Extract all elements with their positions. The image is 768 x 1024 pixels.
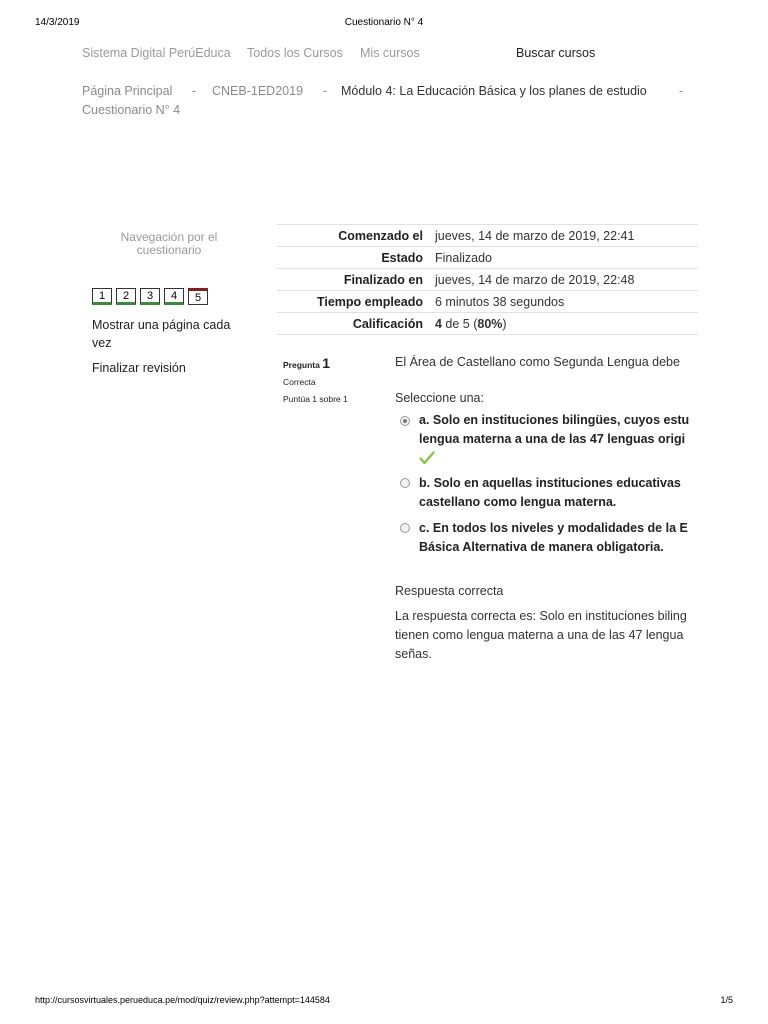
summary-label: Finalizado en xyxy=(277,269,433,291)
answer-text-line: a. Solo en instituciones bilingües, cuyos estu xyxy=(419,413,690,427)
answer-option-a[interactable] xyxy=(395,413,698,473)
summary-label: Tiempo empleado xyxy=(277,291,433,313)
summary-row-grade xyxy=(277,313,698,335)
question-info xyxy=(283,355,378,404)
summary-label: Comenzado el xyxy=(277,225,433,247)
print-footer-page: 1/5 xyxy=(720,995,733,1005)
summary-row xyxy=(277,247,698,269)
right-answer-line: señas. xyxy=(395,647,432,661)
summary-label: Estado xyxy=(277,247,433,269)
answer-text-line: Básica Alternativa de manera obligatoria. xyxy=(419,540,664,554)
question-number-value: 1 xyxy=(322,355,331,371)
radio-button[interactable] xyxy=(400,523,410,533)
grade-value xyxy=(433,313,698,335)
breadcrumb-course[interactable]: CNEB-1ED2019 xyxy=(212,84,304,98)
answer-text-line: castellano como lengua materna. xyxy=(419,495,617,509)
summary-value: Finalizado xyxy=(433,247,698,269)
feedback-title: Respuesta correcta xyxy=(395,584,504,598)
radio-button[interactable] xyxy=(400,416,410,426)
nav-link-todos-los-cursos[interactable]: Todos los Cursos xyxy=(247,46,343,60)
grade-percent: 80% xyxy=(477,316,503,331)
question-nav-button-2[interactable]: 2 xyxy=(116,288,136,305)
breadcrumb-home[interactable]: Página Principal xyxy=(82,84,173,98)
question-number xyxy=(283,355,378,371)
breadcrumb-separator: - xyxy=(192,84,197,98)
print-footer-url: http://cursosvirtuales.perueduca.pe/mod/quiz/review.php?attempt=144584 xyxy=(35,995,330,1005)
summary-value: jueves, 14 de marzo de 2019, 22:48 xyxy=(433,269,698,291)
right-answer-line: La respuesta correcta es: Solo en instituciones biling xyxy=(395,609,687,623)
answer-text-line: b. Solo en aquellas instituciones educativas xyxy=(419,476,681,490)
radio-button[interactable] xyxy=(400,478,410,488)
summary-value: 6 minutos 38 segundos xyxy=(433,291,698,313)
quiz-navigation-block xyxy=(92,230,242,375)
nav-link-mis-cursos[interactable]: Mis cursos xyxy=(360,46,420,60)
summary-row xyxy=(277,291,698,313)
quiz-navigation-title: Navegación por el cuestionario xyxy=(120,230,218,257)
summary-row xyxy=(277,225,698,247)
correct-check-icon xyxy=(419,450,435,466)
question-nav-button-1[interactable]: 1 xyxy=(92,288,112,305)
breadcrumb-current: Cuestionario N° 4 xyxy=(82,103,181,117)
question-content xyxy=(395,355,698,665)
answer-option-c[interactable] xyxy=(395,521,698,561)
print-title: Cuestionario N° 4 xyxy=(344,17,424,28)
question-label: Pregunta xyxy=(283,360,320,370)
answer-text-line: c. En todos los niveles y modalidades de la E xyxy=(419,521,688,535)
grade-label: Calificación xyxy=(277,313,433,335)
question-prompt: Seleccione una: xyxy=(395,391,484,405)
question-nav-button-5[interactable]: 5 xyxy=(188,288,208,305)
question-grade: Puntúa 1 sobre 1 xyxy=(283,394,348,404)
summary-value: jueves, 14 de marzo de 2019, 22:41 xyxy=(433,225,698,247)
question-nav-button-4[interactable]: 4 xyxy=(164,288,184,305)
grade-of: de 5 ( xyxy=(441,316,478,331)
breadcrumb-separator: - xyxy=(679,84,684,98)
question-state: Correcta xyxy=(283,377,316,387)
search-courses-link[interactable]: Buscar cursos xyxy=(516,46,596,60)
grade-close: ) xyxy=(502,316,507,331)
nav-link-sistema-digital[interactable]: Sistema Digital PerúEduca xyxy=(82,46,231,60)
breadcrumb xyxy=(82,82,702,122)
finish-review-link[interactable]: Finalizar revisión xyxy=(92,361,186,375)
question-nav-button-3[interactable]: 3 xyxy=(140,288,160,305)
summary-row xyxy=(277,269,698,291)
breadcrumb-module[interactable]: Módulo 4: La Educación Básica y los planes de estudio xyxy=(341,84,647,98)
question-text: El Área de Castellano como Segunda Lengua debe xyxy=(395,355,680,369)
right-answer xyxy=(395,607,698,664)
answer-option-b[interactable] xyxy=(395,476,698,516)
breadcrumb-separator: - xyxy=(323,84,328,98)
question-nav-buttons xyxy=(92,288,208,305)
right-answer-line: tienen como lengua materna a una de las 47 lengua xyxy=(395,628,684,642)
answer-text-line: lengua materna a una de las 47 lenguas origi xyxy=(419,432,686,446)
show-one-page-link[interactable]: Mostrar una página cada vez xyxy=(92,318,231,350)
attempt-summary-table xyxy=(277,224,698,335)
print-date: 14/3/2019 xyxy=(35,17,80,28)
grade-score: 4 xyxy=(435,316,442,331)
